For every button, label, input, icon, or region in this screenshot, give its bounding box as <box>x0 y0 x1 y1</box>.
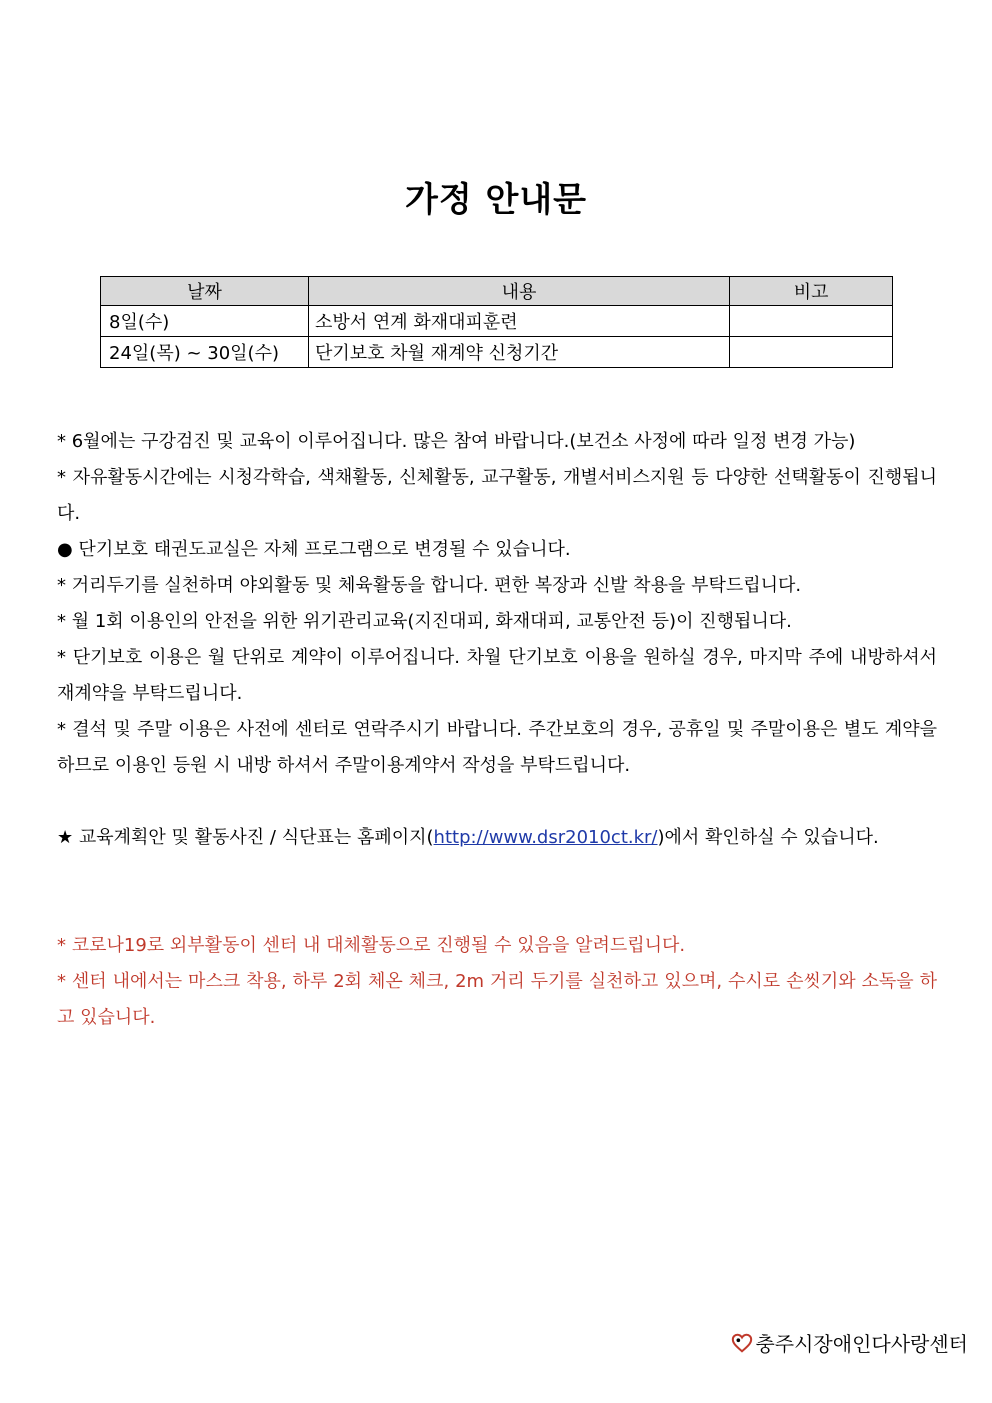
covid-notice-item: * 코로나19로 외부활동이 센터 내 대체활동으로 진행될 수 있음을 알려드립니다. <box>57 935 686 956</box>
heart-logo-icon <box>731 1332 753 1354</box>
covid-notice-item: * 센터 내에서는 마스크 착용, 하루 2회 체온 체크, 2m 거리 두기를 실천하고 있으며, 수시로 손씻기와 소독을 하고 있습니다. <box>57 971 937 1028</box>
schedule-table <box>100 276 893 368</box>
row-date: 24일(목) ~ 30일(수) <box>101 337 309 368</box>
row-note <box>730 337 893 368</box>
homepage-prefix: ★ 교육계획안 및 활동사진 / 식단표는 홈페이지( <box>57 827 434 848</box>
notice-list <box>57 424 937 856</box>
notice-item: * 자유활동시간에는 시청각학습, 색채활동, 신체활동, 교구활동, 개별서비스지원 등 다양한 선택활동이 진행됩니다. <box>57 467 937 524</box>
header-date: 날짜 <box>101 277 309 306</box>
homepage-suffix: )에서 확인하실 수 있습니다. <box>657 827 879 848</box>
row-content: 소방서 연계 화재대피훈련 <box>308 306 729 337</box>
org-name: 충주시장애인다사랑센터 <box>755 1332 968 1356</box>
notice-item: * 결석 및 주말 이용은 사전에 센터로 연락주시기 바랍니다. 주간보호의 경우, 공휴일 및 주말이용은 별도 계약을 하므로 이용인 등원 시 내방 하셔서 주말이용계약서 작성을 부탁드립니다. <box>57 719 937 776</box>
homepage-link[interactable]: http://www.dsr2010ct.kr/ <box>433 827 658 848</box>
header-note: 비고 <box>730 277 893 306</box>
row-date: 8일(수) <box>101 306 309 337</box>
page-title: 가정 안내문 <box>404 180 588 220</box>
notice-item: * 단기보호 이용은 월 단위로 계약이 이루어집니다. 차월 단기보호 이용을 원하실 경우, 마지막 주에 내방하셔서 재계약을 부탁드립니다. <box>57 647 937 704</box>
notice-item: * 월 1회 이용인의 안전을 위한 위기관리교육(지진대피, 화재대피, 교통안전 등)이 진행됩니다. <box>57 611 792 632</box>
row-content: 단기보호 차월 재계약 신청기간 <box>308 337 729 368</box>
table-header-row <box>101 277 893 306</box>
table-row <box>101 337 893 368</box>
homepage-notice <box>57 820 937 856</box>
table-row <box>101 306 893 337</box>
notice-item: ● 단기보호 태권도교실은 자체 프로그램으로 변경될 수 있습니다. <box>57 539 571 560</box>
notice-item: * 거리두기를 실천하며 야외활동 및 체육활동을 합니다. 편한 복장과 신발 착용을 부탁드립니다. <box>57 575 802 596</box>
footer-org <box>731 1328 968 1357</box>
spacer <box>57 784 937 820</box>
notice-item: * 6월에는 구강검진 및 교육이 이루어집니다. 많은 참여 바랍니다.(보건소 사정에 따라 일정 변경 가능) <box>57 431 856 452</box>
row-note <box>730 306 893 337</box>
header-content: 내용 <box>308 277 729 306</box>
covid-notice-list <box>57 928 937 1036</box>
